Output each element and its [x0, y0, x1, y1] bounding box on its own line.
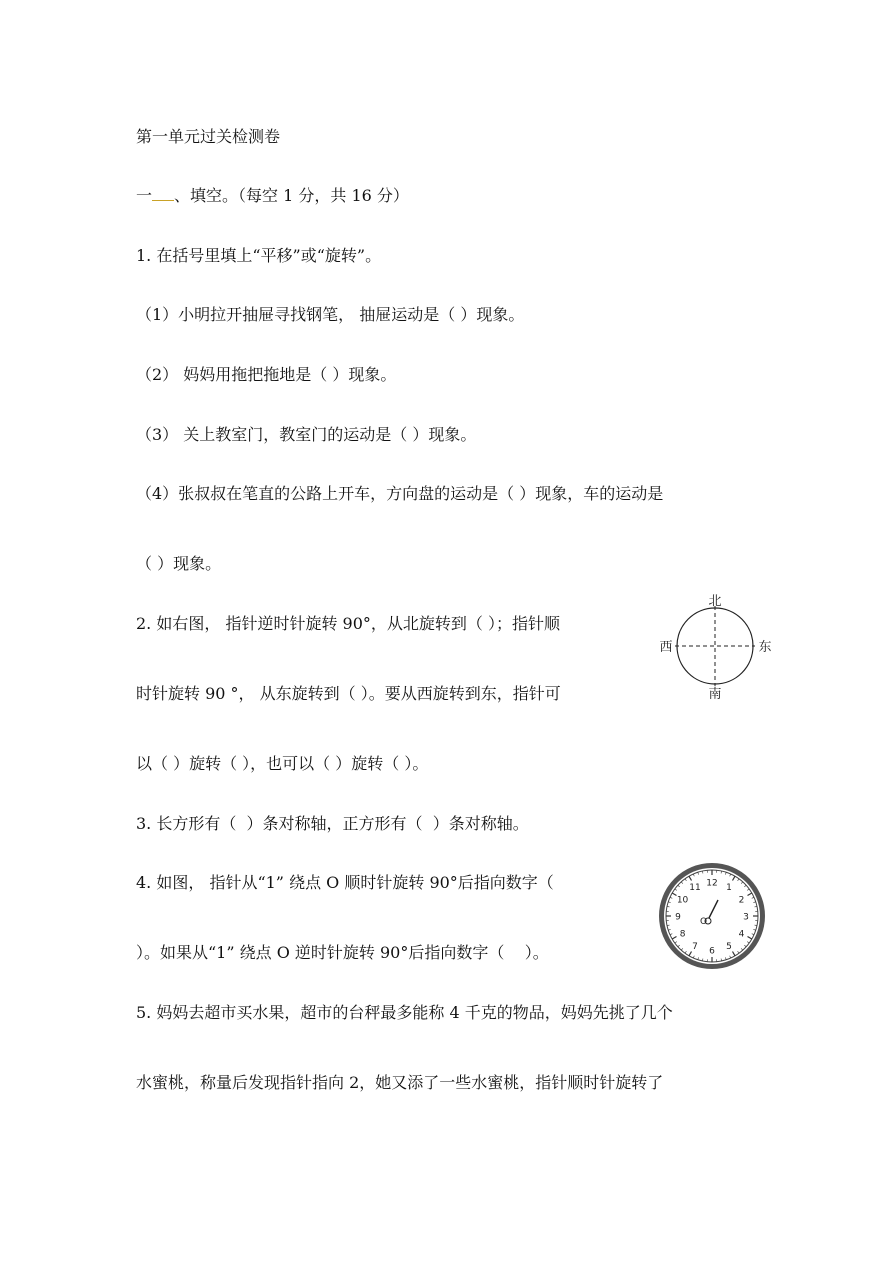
compass-south-label: 南 — [708, 687, 722, 702]
underline-blank — [152, 186, 174, 201]
clock-number: 12 — [706, 878, 718, 889]
question-4-line-2: ）。如果从“1” 绕点 O 逆时针旋转 90°后指向数字（ ）。 — [136, 943, 549, 962]
compass-west-label: 西 — [659, 640, 673, 655]
question-1-item-1: （1）小明拉开抽屉寻找钢笔， 抽屉运动是（ ）现象。 — [136, 305, 525, 324]
page-title: 第一单元过关检测卷 — [136, 127, 281, 146]
question-1-item-4-line-1: （4）张叔叔在笔直的公路上开车，方向盘的运动是（ ）现象，车的运动是 — [136, 484, 664, 503]
question-2-line-1: 2. 如右图， 指针逆时针旋转 90°，从北旋转到（ ）；指针顺 — [136, 614, 560, 633]
clock-number: 8 — [679, 929, 686, 940]
question-1-stem: 1. 在括号里填上“平移”或“旋转”。 — [136, 246, 382, 265]
clock-number: 10 — [676, 895, 689, 906]
compass-figure — [652, 590, 778, 702]
clock-number: 4 — [738, 929, 745, 940]
clock-number: 3 — [743, 912, 749, 923]
clock-number: 6 — [709, 946, 715, 957]
section-number: 一 — [136, 186, 153, 205]
clock-number: 11 — [689, 883, 701, 894]
clock-number: 5 — [726, 941, 732, 952]
question-3: 3. 长方形有（ ）条对称轴，正方形有（ ）条对称轴。 — [136, 814, 529, 833]
question-1-item-2: （2） 妈妈用拖把拖地是（ ）现象。 — [136, 365, 397, 384]
compass-north-label: 北 — [708, 594, 722, 609]
question-5-line-1: 5. 妈妈去超市买水果，超市的台秤最多能称 4 千克的物品，妈妈先挑了几个 — [136, 1003, 673, 1022]
clock-center-label: O — [700, 917, 708, 927]
section-heading — [136, 185, 409, 207]
question-1-item-4-line-2: （ ）现象。 — [136, 554, 222, 573]
clock-figure — [656, 860, 768, 972]
question-2-line-3: 以（ ）旋转（ ），也可以（ ）旋转（ ）。 — [136, 754, 429, 773]
question-5-line-2: 水蜜桃，称量后发现指针指向 2，她又添了一些水蜜桃，指针顺时针旋转了 — [136, 1073, 664, 1092]
question-2-line-2: 时针旋转 90 °， 从东旋转到（ ）。要从西旋转到东，指针可 — [136, 684, 561, 703]
clock-number: 9 — [675, 912, 681, 923]
clock-number: 1 — [726, 883, 732, 894]
question-4-line-1: 4. 如图， 指针从“1” 绕点 O 顺时针旋转 90°后指向数字（ — [136, 873, 554, 892]
clock-number: 2 — [738, 895, 745, 906]
question-1-item-3: （3） 关上教室门，教室门的运动是（ ）现象。 — [136, 425, 477, 444]
clock-number: 7 — [692, 941, 698, 952]
compass-east-label: 东 — [758, 640, 772, 655]
section-instructions: 、填空。（每空 1 分，共 16 分） — [174, 186, 409, 205]
